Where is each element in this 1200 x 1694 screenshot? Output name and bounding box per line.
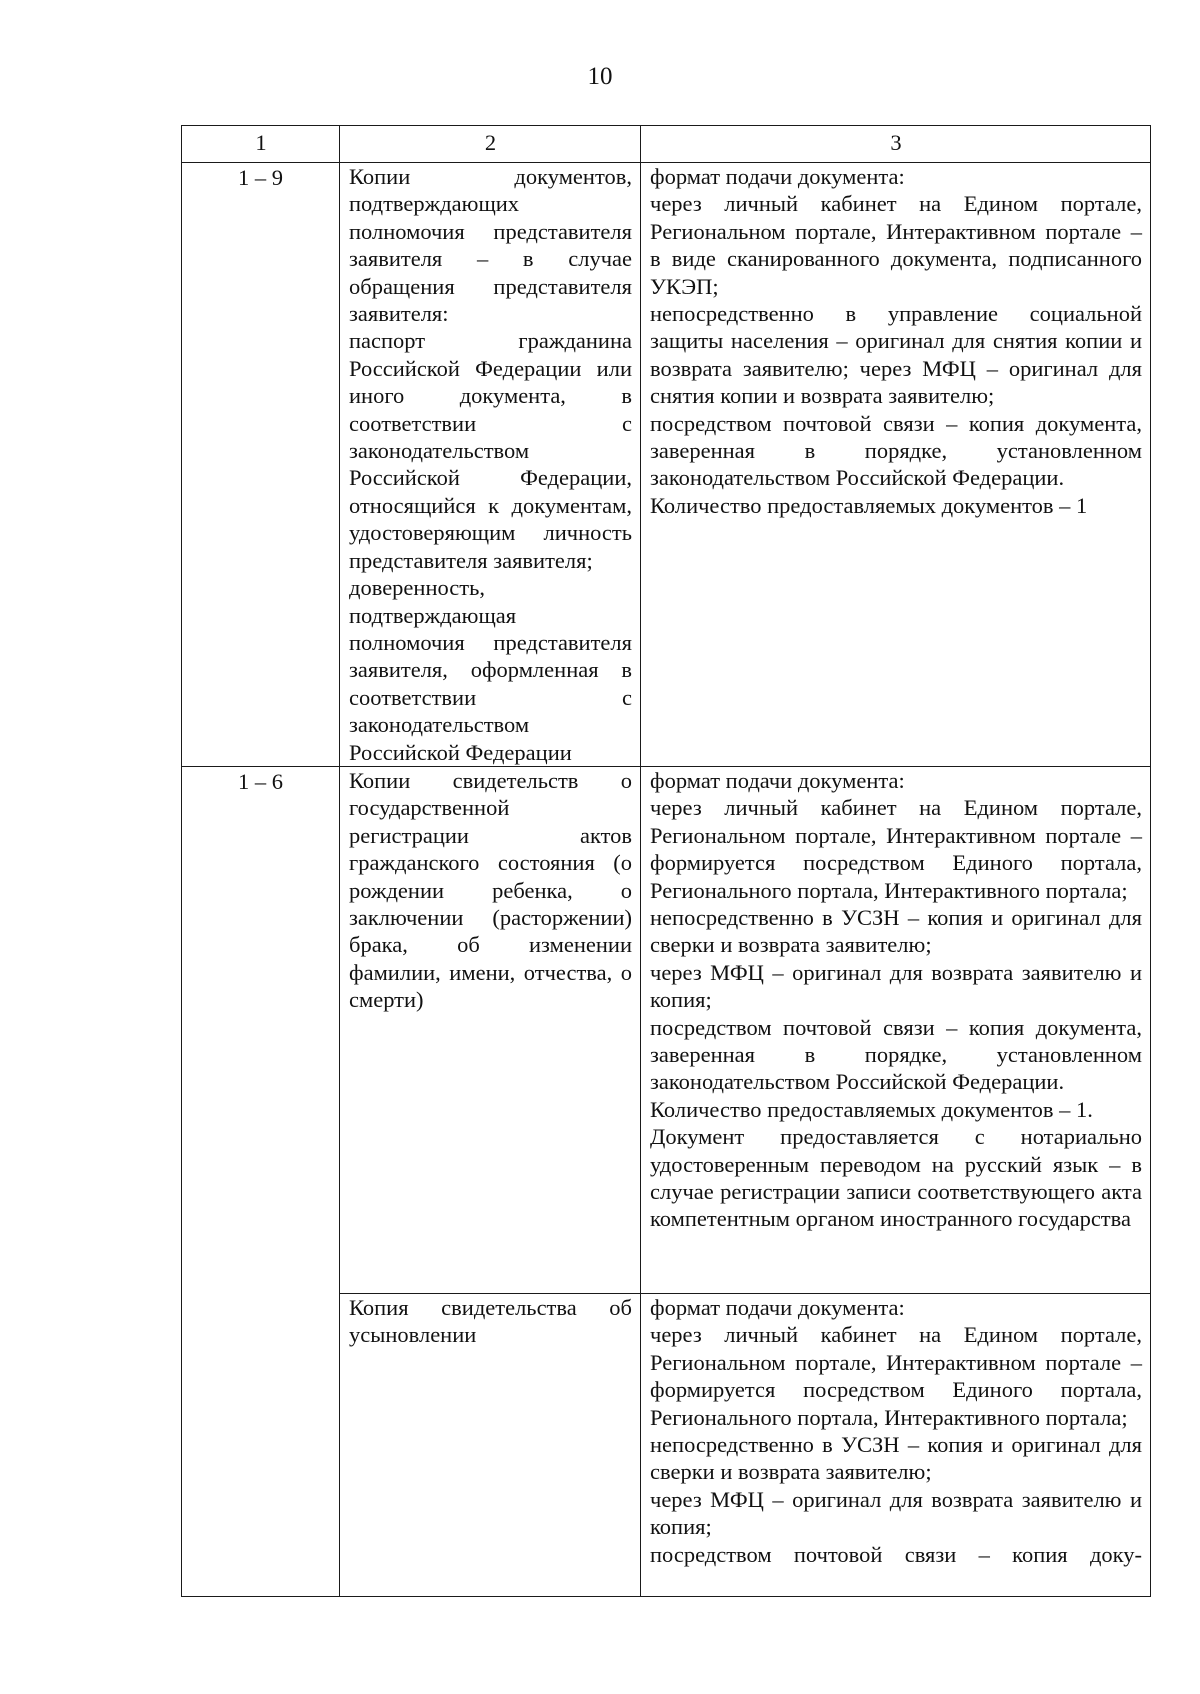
documents-table: [181, 125, 1151, 1597]
submission-paragraph: через личный кабинет на Едином портале, Региональном портале, Интерактивном портале – в виде сканированного документа, подписанного УКЭП;: [650, 191, 1142, 299]
submission-paragraph: через личный кабинет на Едином портале, Региональном портале, Интерактивном портале – формируется посредством Единого портала, Регионального портала, Интерактивного портала;: [650, 1322, 1142, 1430]
page-number: 10: [587, 63, 613, 90]
submission-paragraph: через личный кабинет на Едином портале, Региональном портале, Интерактивном портале – формируется посредством Единого портала, Регионального портала, Интерактивного портала;: [650, 795, 1142, 903]
submission-format-cell: [641, 163, 1151, 767]
submission-paragraph: посредством почтовой связи – копия доку-: [650, 1541, 1142, 1567]
header-cell-1: 1: [182, 126, 340, 163]
submission-format-cell: [641, 766, 1151, 1293]
submission-paragraph: через МФЦ – оригинал для возврата заявителю и копия;: [650, 1486, 1142, 1540]
submission-paragraph: формат подачи документа:: [650, 1294, 905, 1320]
submission-paragraph: посредством почтовой связи – копия документа, заверенная в порядке, установленном законодательством Российской Федерации.: [650, 410, 1142, 491]
submission-paragraph: формат подачи документа:: [650, 767, 905, 793]
row-number-cell: 1 – 6: [182, 766, 340, 1596]
header-cell-3: 3: [641, 126, 1151, 163]
table-header-row: [182, 126, 1151, 163]
submission-paragraph: Количество предоставляемых документов – 1: [650, 492, 1088, 518]
document-paragraph: Копия свидетельства об усыновлении: [349, 1294, 632, 1348]
submission-paragraph: посредством почтовой связи – копия документа, заверенная в порядке, установленном законодательством Российской Федерации.: [650, 1014, 1142, 1095]
submission-paragraph: непосредственно в УСЗН – копия и оригинал для сверки и возврата заявителю;: [650, 1431, 1142, 1485]
submission-format-cell: [641, 1293, 1151, 1596]
document-paragraph: Копии свидетельств о государственной регистрации актов гражданского состояния (о рождении ребенка, о заключении (расторжении) брака, об изменении фамилии, имени, отчества, о смерти): [349, 767, 632, 1013]
submission-paragraph: непосредственно в управление социальной защиты населения – оригинал для снятия копии и возврата заявителю; через МФЦ – оригинал для снятия копии и возврата заявителю;: [650, 301, 1142, 409]
submission-paragraph: непосредственно в УСЗН – копия и оригинал для сверки и возврата заявителю;: [650, 904, 1142, 958]
document-paragraph: доверенность, подтверждающая полномочия представителя заявителя, оформленная в соответствии с законодательством Российской Федерации: [349, 575, 632, 765]
header-cell-2: 2: [340, 126, 641, 163]
submission-paragraph: через МФЦ – оригинал для возврата заявителю и копия;: [650, 959, 1142, 1013]
submission-paragraph: Документ предоставляется с нотариально удостоверенным переводом на русский язык – в случае регистрации записи соответствующего акта компетентным органом иностранного государства: [650, 1124, 1142, 1232]
submission-paragraph: формат подачи документа:: [650, 164, 905, 189]
table-row: [182, 163, 1151, 767]
document-name-cell: [340, 163, 641, 767]
submission-paragraph: Количество предоставляемых документов – 1.: [650, 1096, 1093, 1122]
document-paragraph: Копии документов, подтверждающих полномочия представителя заявителя – в случае обращения представителя заявителя:: [349, 164, 632, 327]
row-number-cell: 1 – 9: [182, 163, 340, 767]
document-name-cell: [340, 766, 641, 1293]
document-paragraph: паспорт гражданина Российской Федерации или иного документа, в соответствии с законодательством Российской Федерации, относящийся к документам, удостоверяющим личность представителя заявителя;: [349, 328, 632, 573]
document-name-cell: [340, 1293, 641, 1596]
table-row: [182, 766, 1151, 1293]
